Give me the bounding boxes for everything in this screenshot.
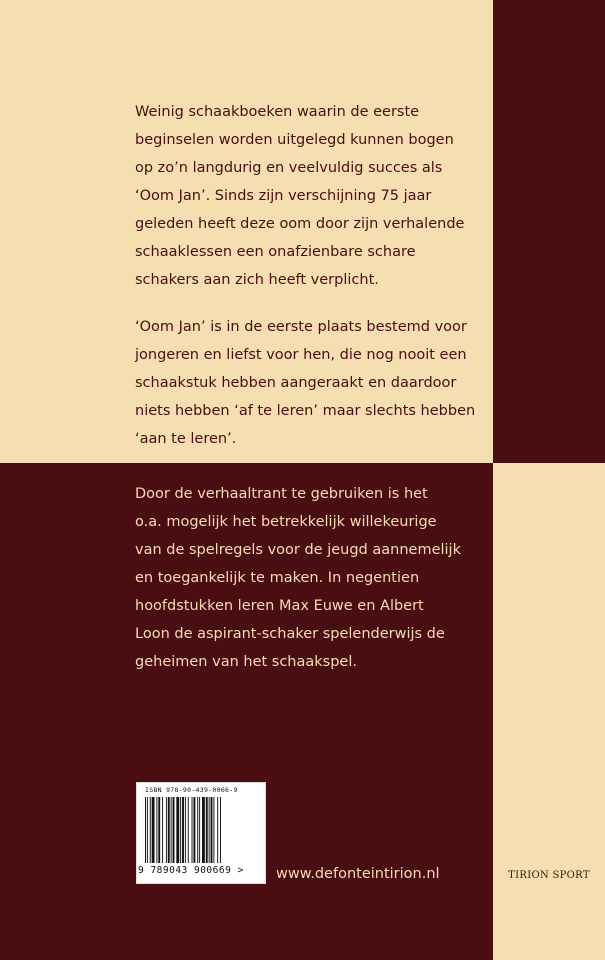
text-line: schakers aan zich heeft verplicht. — [135, 272, 379, 288]
barcode-bars-icon — [145, 797, 257, 863]
ean-digits: 9 789043 900669 > — [138, 865, 244, 876]
barcode — [136, 782, 266, 884]
isbn-label: ISBN 978-90-439-0066-9 — [145, 786, 238, 794]
text-line: schaakstuk hebben aangeraakt en daardoor — [135, 375, 457, 391]
website-url[interactable]: www.defonteintirion.nl — [276, 866, 440, 882]
text-line: op zo’n langdurig en veelvuldig succes als — [135, 160, 443, 176]
text-line: Door de verhaaltrant te gebruiken is het — [135, 486, 428, 502]
text-line: ‘Oom Jan’ is in de eerste plaats bestemd voor — [135, 319, 467, 335]
cream-panel-bottom-right — [493, 463, 605, 960]
text-line: ‘aan te leren’. — [135, 431, 237, 447]
text-line: geleden heeft deze oom door zijn verhalende — [135, 216, 465, 232]
text-line: schaaklessen een onafzienbare schare — [135, 244, 416, 260]
blurb-paragraph-3 — [135, 480, 485, 676]
text-line: van de spelregels voor de jeugd aannemelijk — [135, 542, 461, 558]
text-line: jongeren en liefst voor hen, die nog nooit een — [135, 347, 467, 363]
maroon-panel-top-right — [493, 0, 605, 463]
text-line: beginselen worden uitgelegd kunnen bogen — [135, 132, 454, 148]
text-line: o.a. mogelijk het betrekkelijk willekeurige — [135, 514, 437, 530]
publisher-logo: TIRION SPORT — [508, 870, 590, 881]
text-line: Weinig schaakboeken waarin de eerste — [135, 104, 420, 120]
text-line: Loon de aspirant-schaker spelenderwijs de — [135, 626, 445, 642]
text-line: ‘Oom Jan’. Sinds zijn verschijning 75 jaar — [135, 188, 432, 204]
text-line: geheimen van het schaakspel. — [135, 654, 357, 670]
text-line: niets hebben ‘af te leren’ maar slechts hebben — [135, 403, 476, 419]
text-line: hoofdstukken leren Max Euwe en Albert — [135, 598, 424, 614]
blurb-paragraph-1 — [135, 98, 485, 294]
blurb-paragraph-2 — [135, 313, 485, 453]
text-line: en toegankelijk te maken. In negentien — [135, 570, 420, 586]
